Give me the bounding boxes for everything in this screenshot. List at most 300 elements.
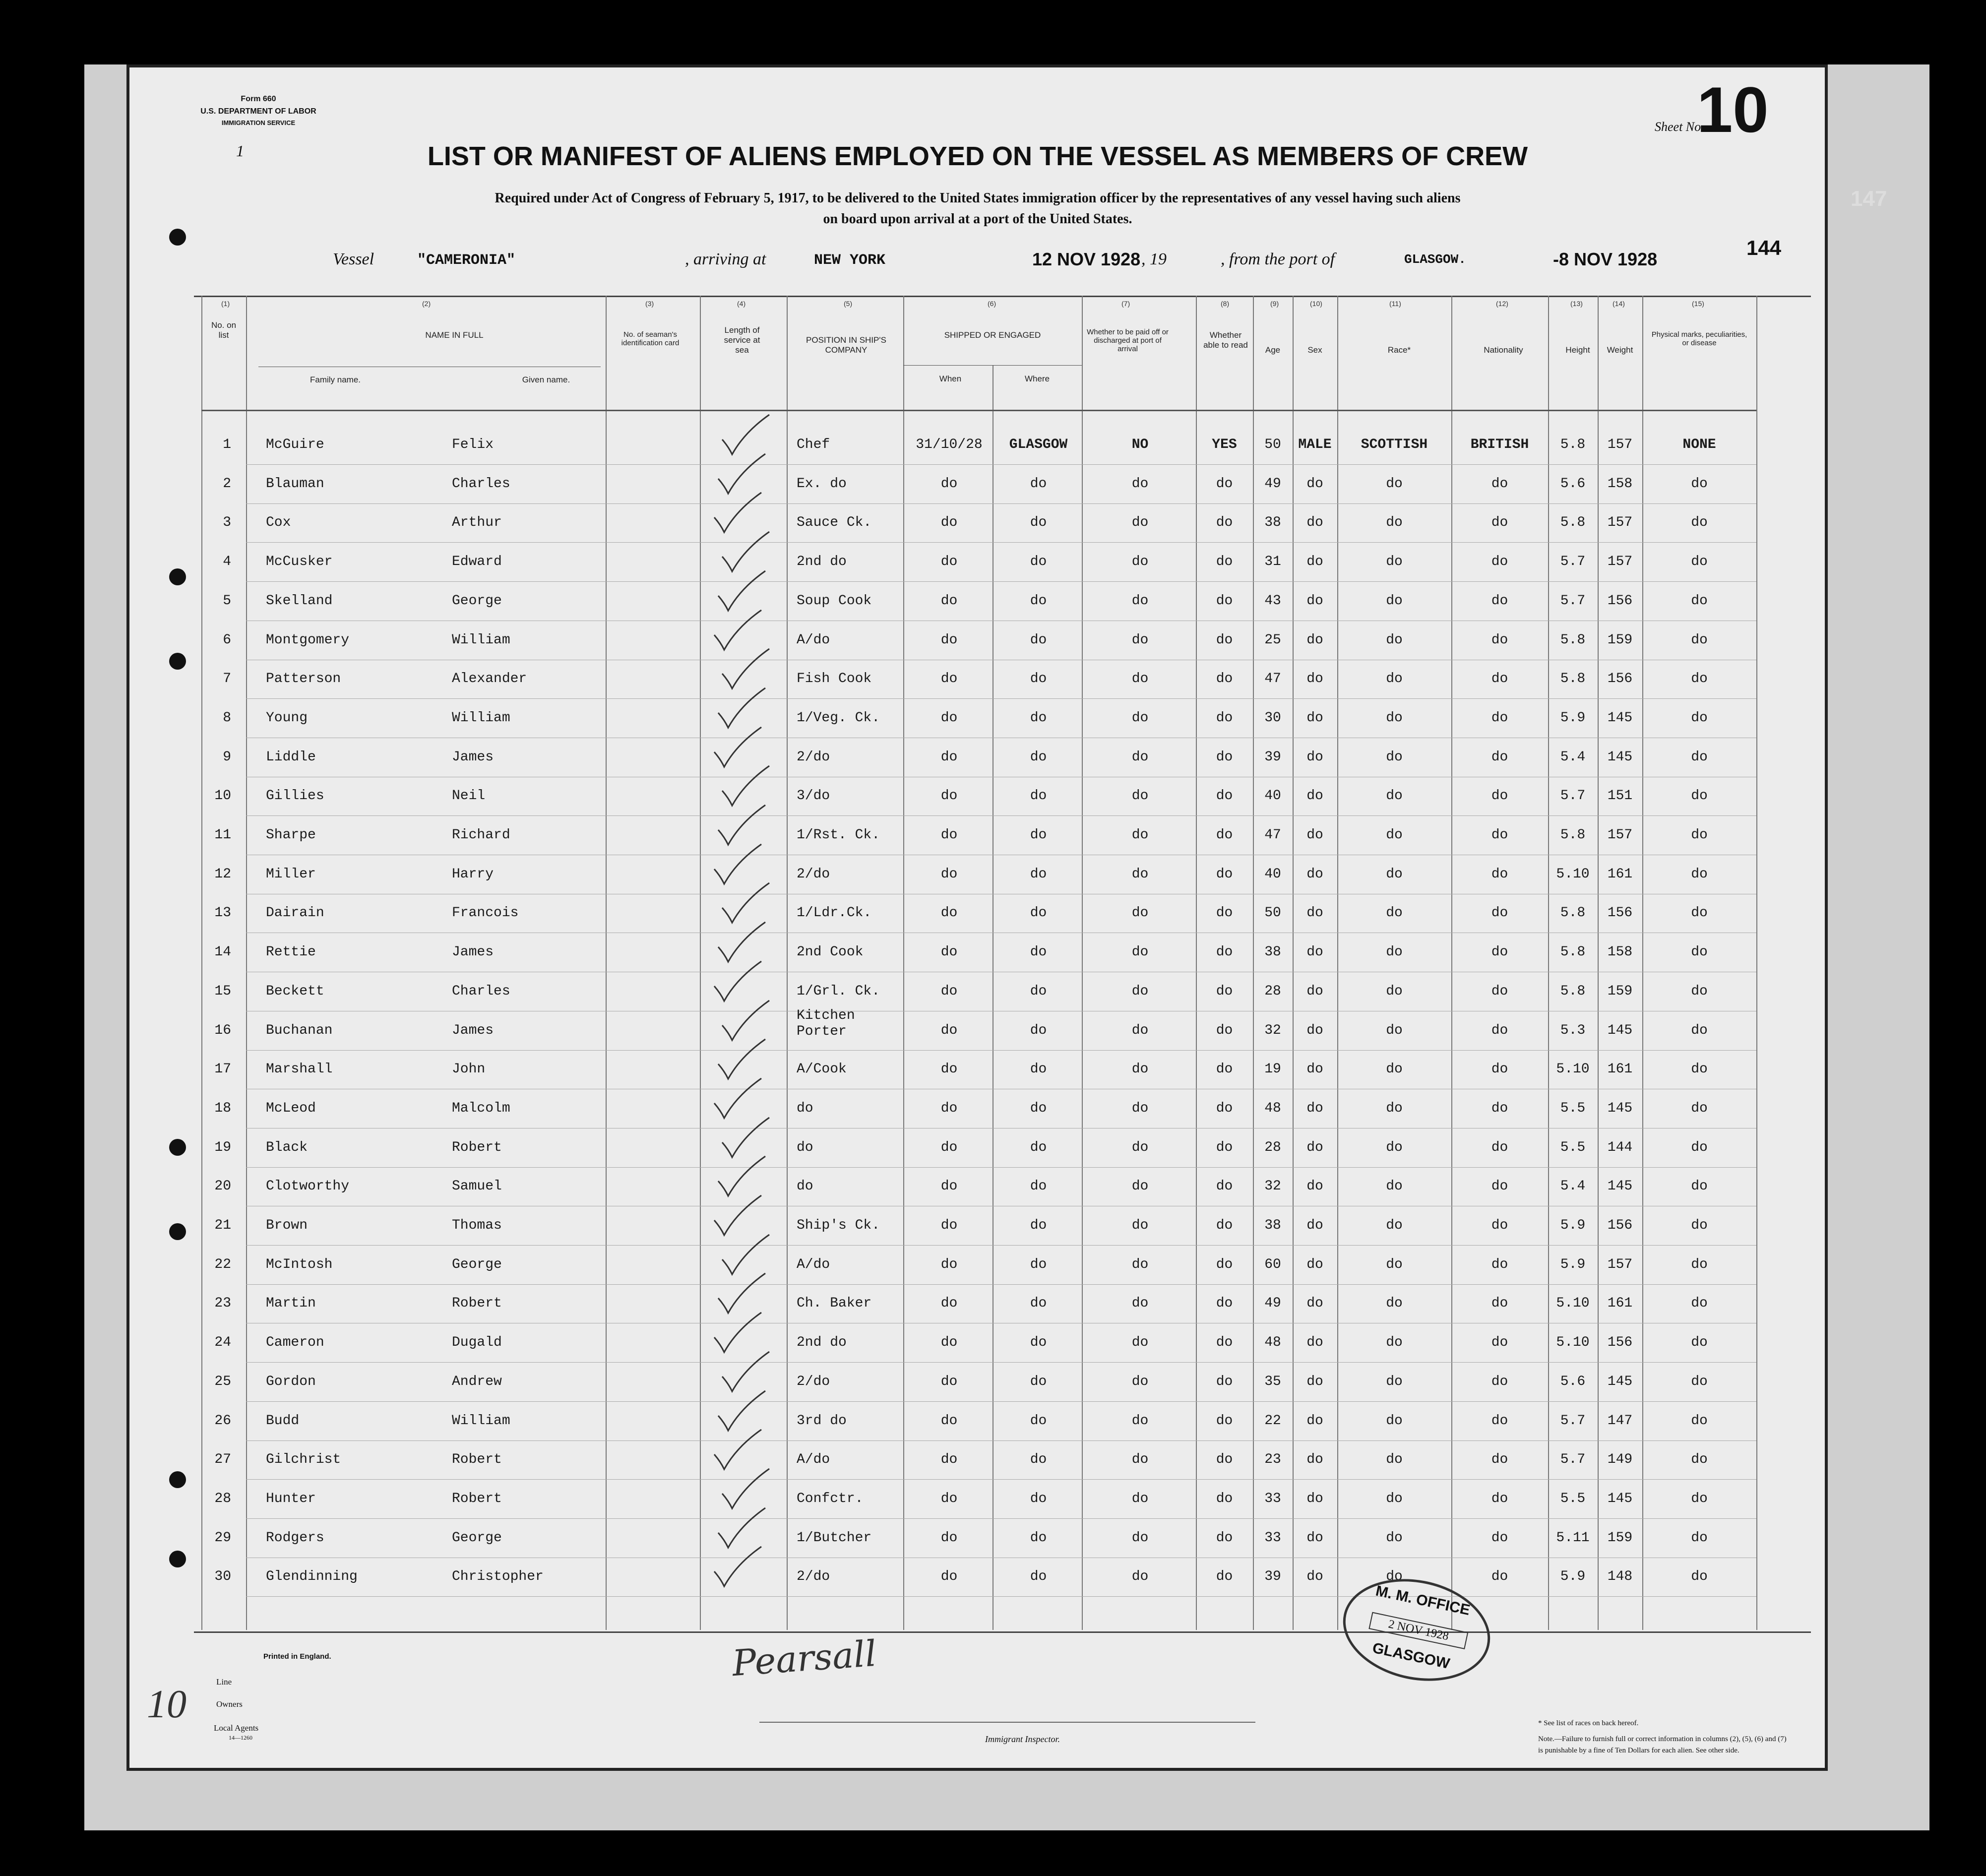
nationality: do — [1491, 1335, 1508, 1351]
height: 5.8 — [1560, 671, 1586, 687]
race: do — [1386, 1139, 1403, 1155]
position: 2/do — [797, 866, 830, 882]
sex: do — [1306, 1100, 1323, 1116]
shipped-when: do — [940, 671, 958, 687]
position: 3/do — [797, 788, 830, 804]
punch-hole — [169, 568, 186, 585]
column-rule — [1548, 296, 1549, 1630]
physical-marks: do — [1691, 1491, 1708, 1506]
shipped-when: do — [940, 1218, 958, 1233]
sex: do — [1306, 1530, 1323, 1546]
physical-marks: do — [1691, 554, 1708, 570]
able-to-read: do — [1216, 983, 1233, 999]
shipped-where: do — [1030, 788, 1047, 804]
weight: 158 — [1607, 944, 1633, 960]
shipped-when: do — [940, 866, 958, 882]
able-to-read: do — [1216, 710, 1233, 726]
punch-hole — [169, 1551, 186, 1567]
sex: do — [1306, 788, 1323, 804]
weight: 144 — [1607, 1139, 1633, 1155]
row-number: 10 — [214, 788, 231, 804]
height: 5.4 — [1560, 749, 1586, 765]
col-15-header: Physical marks, peculiarities, or disease — [1651, 330, 1747, 347]
col-3-num: (3) — [645, 300, 654, 308]
paid-off: do — [1131, 1413, 1149, 1429]
row-number: 4 — [223, 554, 231, 570]
shipped-where: do — [1030, 554, 1047, 570]
physical-marks: do — [1691, 1413, 1708, 1429]
departure-date: -8 NOV 1928 — [1553, 249, 1658, 269]
owners-label: Owners — [216, 1699, 243, 1709]
position: Chef — [797, 437, 830, 452]
position: 2nd Cook — [797, 944, 864, 960]
position: Confctr. — [797, 1491, 864, 1506]
column-rule — [1293, 296, 1294, 1630]
nationality: do — [1491, 1179, 1508, 1194]
sex: do — [1306, 632, 1323, 648]
able-to-read: do — [1216, 1100, 1233, 1116]
paid-off: do — [1131, 1335, 1149, 1351]
shipped-when: do — [940, 1374, 958, 1389]
inspector-signature: Pearsall — [731, 1632, 878, 1685]
row-rule — [246, 1479, 1756, 1480]
paid-off: do — [1131, 515, 1149, 531]
physical-marks: do — [1691, 1218, 1708, 1233]
position: 2nd do — [797, 554, 847, 570]
shipped-where: do — [1030, 866, 1047, 882]
header-rule — [201, 410, 1756, 411]
col-8-num: (8) — [1221, 300, 1230, 308]
position: Ship's Ck. — [797, 1218, 880, 1233]
checkmark-icon — [712, 1076, 766, 1121]
shipped-where: do — [1030, 1335, 1047, 1351]
stamp-bottom-text: GLASGOW — [1371, 1639, 1451, 1672]
col-3-header: No. of seaman's identification card — [621, 330, 680, 347]
row-number: 17 — [214, 1062, 231, 1077]
age: 19 — [1264, 1062, 1281, 1077]
able-to-read: do — [1216, 554, 1233, 570]
checkmark-icon — [720, 1232, 774, 1277]
race: do — [1386, 1296, 1403, 1312]
able-to-read: do — [1216, 944, 1233, 960]
column-rule — [1337, 296, 1338, 1630]
physical-marks: do — [1691, 1452, 1708, 1468]
family-name: Montgomery — [266, 632, 350, 648]
weight: 145 — [1607, 1374, 1633, 1389]
given-name: William — [452, 1413, 510, 1429]
row-number: 5 — [223, 593, 231, 609]
age: 32 — [1264, 1179, 1281, 1194]
physical-marks: do — [1691, 1062, 1708, 1077]
subtitle-line-1: Required under Act of Congress of February 5, 1917, to be delivered to the United States immigration officer by the representatives of any vessel having such aliens — [495, 190, 1461, 206]
side-mark: 10 — [147, 1683, 186, 1726]
paid-off: do — [1131, 944, 1149, 960]
race: do — [1386, 1374, 1403, 1389]
age: 38 — [1264, 515, 1281, 531]
height: 5.8 — [1560, 632, 1586, 648]
height: 5.7 — [1560, 1413, 1586, 1429]
paid-off: do — [1131, 905, 1149, 921]
height: 5.8 — [1560, 983, 1586, 999]
given-name: Neil — [452, 788, 486, 804]
age: 48 — [1264, 1335, 1281, 1351]
weight: 161 — [1607, 866, 1633, 882]
paid-off: do — [1131, 1062, 1149, 1077]
sex: do — [1306, 983, 1323, 999]
row-rule — [246, 503, 1756, 504]
able-to-read: do — [1216, 1530, 1233, 1546]
row-rule — [246, 1440, 1756, 1441]
family-name: McCusker — [266, 554, 333, 570]
paid-off: do — [1131, 788, 1149, 804]
weight: 151 — [1607, 788, 1633, 804]
physical-marks: do — [1691, 1530, 1708, 1546]
column-rule — [1082, 296, 1083, 1630]
height: 5.8 — [1560, 515, 1586, 531]
race: do — [1386, 1413, 1403, 1429]
height: 5.5 — [1560, 1100, 1586, 1116]
shipped-when: 31/10/28 — [916, 437, 983, 452]
age: 39 — [1264, 1569, 1281, 1585]
able-to-read: do — [1216, 1413, 1233, 1429]
nationality: do — [1491, 554, 1508, 570]
age: 25 — [1264, 632, 1281, 648]
checkmark-icon — [716, 451, 770, 496]
shipped-where: do — [1030, 983, 1047, 999]
given-name: Edward — [452, 554, 502, 570]
height: 5.8 — [1560, 944, 1586, 960]
family-name: Budd — [266, 1413, 300, 1429]
age: 35 — [1264, 1374, 1281, 1389]
row-number: 13 — [214, 905, 231, 921]
row-number: 29 — [214, 1530, 231, 1546]
shipped-when: do — [940, 1452, 958, 1468]
col-2-num: (2) — [422, 300, 431, 308]
row-number: 2 — [223, 476, 231, 492]
age: 40 — [1264, 866, 1281, 882]
given-name: Samuel — [452, 1179, 502, 1194]
row-number: 16 — [214, 1022, 231, 1038]
age: 47 — [1264, 827, 1281, 843]
checkmark-icon — [716, 1505, 770, 1550]
family-name: Rodgers — [266, 1530, 324, 1546]
column-rule — [903, 296, 904, 1630]
physical-marks: do — [1691, 1335, 1708, 1351]
row-number: 12 — [214, 866, 231, 882]
shipped-where: do — [1030, 1413, 1047, 1429]
vessel-name: "CAMERONIA" — [417, 252, 516, 269]
race: do — [1386, 632, 1403, 648]
able-to-read: do — [1216, 671, 1233, 687]
shipped-when: do — [940, 515, 958, 531]
paid-off: do — [1131, 1452, 1149, 1468]
row-rule — [246, 581, 1756, 582]
age: 50 — [1264, 905, 1281, 921]
physical-marks: do — [1691, 983, 1708, 999]
paid-off: do — [1131, 1530, 1149, 1546]
nationality: do — [1491, 1062, 1508, 1077]
family-name: Patterson — [266, 671, 341, 687]
family-name: Liddle — [266, 749, 316, 765]
weight: 157 — [1607, 515, 1633, 531]
checkmark-icon — [716, 1271, 770, 1315]
shipped-where: do — [1030, 710, 1047, 726]
shipped-when: do — [940, 788, 958, 804]
paid-off: do — [1131, 827, 1149, 843]
race: do — [1386, 983, 1403, 999]
weight: 156 — [1607, 905, 1633, 921]
family-name: Young — [266, 710, 308, 726]
sex: do — [1306, 944, 1323, 960]
sex: do — [1306, 476, 1323, 492]
weight: 157 — [1607, 437, 1633, 452]
shipped-when: do — [940, 554, 958, 570]
nationality: do — [1491, 788, 1508, 804]
family-name: Marshall — [266, 1062, 333, 1077]
column-rule — [1598, 296, 1599, 1630]
weight: 145 — [1607, 1179, 1633, 1194]
height: 5.6 — [1560, 1374, 1586, 1389]
checkmark-icon — [716, 1037, 770, 1081]
race: do — [1386, 671, 1403, 687]
shipped-when: do — [940, 1179, 958, 1194]
height: 5.10 — [1556, 1062, 1590, 1077]
given-name: Andrew — [452, 1374, 502, 1389]
race: do — [1386, 1452, 1403, 1468]
row-number: 9 — [223, 749, 231, 765]
race: do — [1386, 1256, 1403, 1272]
col-4-header: Length of service at sea — [724, 325, 760, 355]
able-to-read: do — [1216, 827, 1233, 843]
race: do — [1386, 1335, 1403, 1351]
race: do — [1386, 905, 1403, 921]
col-6-num: (6) — [988, 300, 996, 308]
age: 22 — [1264, 1413, 1281, 1429]
height: 5.10 — [1556, 1296, 1590, 1312]
shipped-when: do — [940, 827, 958, 843]
sex: do — [1306, 1256, 1323, 1272]
checkmark-icon — [712, 1193, 766, 1238]
physical-marks: do — [1691, 671, 1708, 687]
given-name: Thomas — [452, 1218, 502, 1233]
given-name-header: Given name. — [522, 375, 570, 384]
weight: 156 — [1607, 1218, 1633, 1233]
race: do — [1386, 788, 1403, 804]
race: do — [1386, 1218, 1403, 1233]
given-name: Christopher — [452, 1569, 544, 1585]
row-rule — [246, 542, 1756, 543]
nationality: do — [1491, 593, 1508, 609]
service: IMMIGRATION SERVICE — [221, 119, 296, 126]
punch-hole — [169, 653, 186, 670]
sex: do — [1306, 710, 1323, 726]
paid-off: do — [1131, 983, 1149, 999]
nationality: do — [1491, 710, 1508, 726]
row-rule — [246, 1284, 1756, 1285]
stamp-top-text: M. M. OFFICE — [1374, 1582, 1472, 1619]
race: SCOTTISH — [1361, 437, 1428, 452]
physical-marks: do — [1691, 1100, 1708, 1116]
sex: do — [1306, 1569, 1323, 1585]
position: Ex. do — [797, 476, 847, 492]
weight: 158 — [1607, 476, 1633, 492]
row-rule — [246, 1245, 1756, 1246]
weight: 145 — [1607, 1022, 1633, 1038]
age: 28 — [1264, 983, 1281, 999]
race: do — [1386, 1569, 1403, 1585]
checkmark-icon — [712, 1310, 766, 1355]
height: 5.7 — [1560, 1452, 1586, 1468]
age: 49 — [1264, 1296, 1281, 1312]
physical-marks: do — [1691, 476, 1708, 492]
checkmark-icon — [720, 998, 774, 1043]
height: 5.8 — [1560, 905, 1586, 921]
sex: do — [1306, 593, 1323, 609]
col-5-num: (5) — [844, 300, 853, 308]
physical-marks: do — [1691, 827, 1708, 843]
age: 33 — [1264, 1491, 1281, 1506]
checkmark-icon — [712, 1544, 766, 1589]
able-to-read: do — [1216, 1374, 1233, 1389]
race: do — [1386, 1062, 1403, 1077]
paid-off: do — [1131, 1022, 1149, 1038]
family-name: Skelland — [266, 593, 333, 609]
row-rule — [246, 1167, 1756, 1168]
position: 2/do — [797, 1569, 830, 1585]
position: 2/do — [797, 1374, 830, 1389]
physical-marks: do — [1691, 1022, 1708, 1038]
family-name: McGuire — [266, 437, 324, 452]
given-name: Richard — [452, 827, 510, 843]
weight: 145 — [1607, 1100, 1633, 1116]
given-name: Dugald — [452, 1335, 502, 1351]
col-5-header: POSITION IN SHIP'S COMPANY — [806, 335, 886, 355]
nationality: do — [1491, 632, 1508, 648]
row-number: 21 — [214, 1218, 231, 1233]
physical-marks: do — [1691, 749, 1708, 765]
weight: 156 — [1607, 593, 1633, 609]
paid-off: do — [1131, 749, 1149, 765]
sex: do — [1306, 1179, 1323, 1194]
able-to-read: do — [1216, 1256, 1233, 1272]
nationality: do — [1491, 1569, 1508, 1585]
position: 1/Rst. Ck. — [797, 827, 880, 843]
age: 33 — [1264, 1530, 1281, 1546]
physical-marks: do — [1691, 632, 1708, 648]
sex: do — [1306, 554, 1323, 570]
column-rule — [606, 296, 607, 1630]
able-to-read: do — [1216, 632, 1233, 648]
paid-off: do — [1131, 1491, 1149, 1506]
shipped-where: do — [1030, 632, 1047, 648]
page-title: LIST OR MANIFEST OF ALIENS EMPLOYED ON THE VESSEL AS MEMBERS OF CREW — [427, 141, 1528, 171]
given-name: Arthur — [452, 515, 502, 531]
col-10-header: Sex — [1307, 345, 1322, 355]
shipped-where: do — [1030, 476, 1047, 492]
checkmark-icon — [720, 880, 774, 925]
col-9-num: (9) — [1270, 300, 1279, 308]
paid-off: do — [1131, 632, 1149, 648]
race: do — [1386, 593, 1403, 609]
age: 31 — [1264, 554, 1281, 570]
weight: 148 — [1607, 1569, 1633, 1585]
col-10-num: (10) — [1310, 300, 1322, 308]
age: 38 — [1264, 1218, 1281, 1233]
checkmark-icon — [716, 1388, 770, 1433]
checkmark-icon — [716, 920, 770, 964]
column-rule — [700, 296, 701, 1630]
able-to-read: YES — [1212, 437, 1237, 452]
weight: 156 — [1607, 1335, 1633, 1351]
nationality: do — [1491, 1296, 1508, 1312]
race: do — [1386, 1100, 1403, 1116]
row-number: 15 — [214, 983, 231, 999]
paid-off: do — [1131, 866, 1149, 882]
printed-note: Printed in England. — [263, 1652, 331, 1661]
nationality: do — [1491, 515, 1508, 531]
position: do — [797, 1179, 813, 1194]
given-name: James — [452, 749, 494, 765]
nationality: do — [1491, 866, 1508, 882]
height: 5.9 — [1560, 710, 1586, 726]
nationality: do — [1491, 1022, 1508, 1038]
family-name: Buchanan — [266, 1022, 333, 1038]
row-number: 3 — [223, 515, 231, 531]
nationality: do — [1491, 1256, 1508, 1272]
height: 5.8 — [1560, 437, 1586, 452]
shipped-when: do — [940, 1062, 958, 1077]
paid-off: NO — [1131, 437, 1149, 452]
shipped-when: do — [940, 905, 958, 921]
sex: do — [1306, 1374, 1323, 1389]
row-number: 19 — [214, 1139, 231, 1155]
race: do — [1386, 515, 1403, 531]
height: 5.4 — [1560, 1179, 1586, 1194]
nationality: do — [1491, 476, 1508, 492]
row-number: 22 — [214, 1256, 231, 1272]
paid-off: do — [1131, 671, 1149, 687]
shipped-when: do — [940, 476, 958, 492]
given-name: Charles — [452, 983, 510, 999]
race: do — [1386, 749, 1403, 765]
nationality: do — [1491, 983, 1508, 999]
inspector-label: Immigrant Inspector. — [985, 1734, 1060, 1744]
shipped-when: do — [940, 1413, 958, 1429]
shipped-when: do — [940, 1100, 958, 1116]
given-name: George — [452, 1256, 502, 1272]
col-7-header: Whether to be paid off or discharged at port of arrival — [1087, 328, 1169, 353]
row-number: 1 — [223, 437, 231, 452]
paid-off: do — [1131, 1100, 1149, 1116]
weight: 159 — [1607, 632, 1633, 648]
nationality: do — [1491, 1491, 1508, 1506]
agents-label: Local Agents — [214, 1723, 259, 1733]
shipped-when: do — [940, 593, 958, 609]
able-to-read: do — [1216, 515, 1233, 531]
position: A/do — [797, 1256, 830, 1272]
given-name: Robert — [452, 1452, 502, 1468]
shipped-where: do — [1030, 1179, 1047, 1194]
given-name: Malcolm — [452, 1100, 510, 1116]
age: 40 — [1264, 788, 1281, 804]
nationality: do — [1491, 905, 1508, 921]
col-14-header: Weight — [1607, 345, 1633, 355]
paid-off: do — [1131, 1374, 1149, 1389]
height: 5.7 — [1560, 788, 1586, 804]
column-rule — [1196, 296, 1197, 1630]
row-rule — [246, 464, 1756, 465]
height: 5.3 — [1560, 1022, 1586, 1038]
